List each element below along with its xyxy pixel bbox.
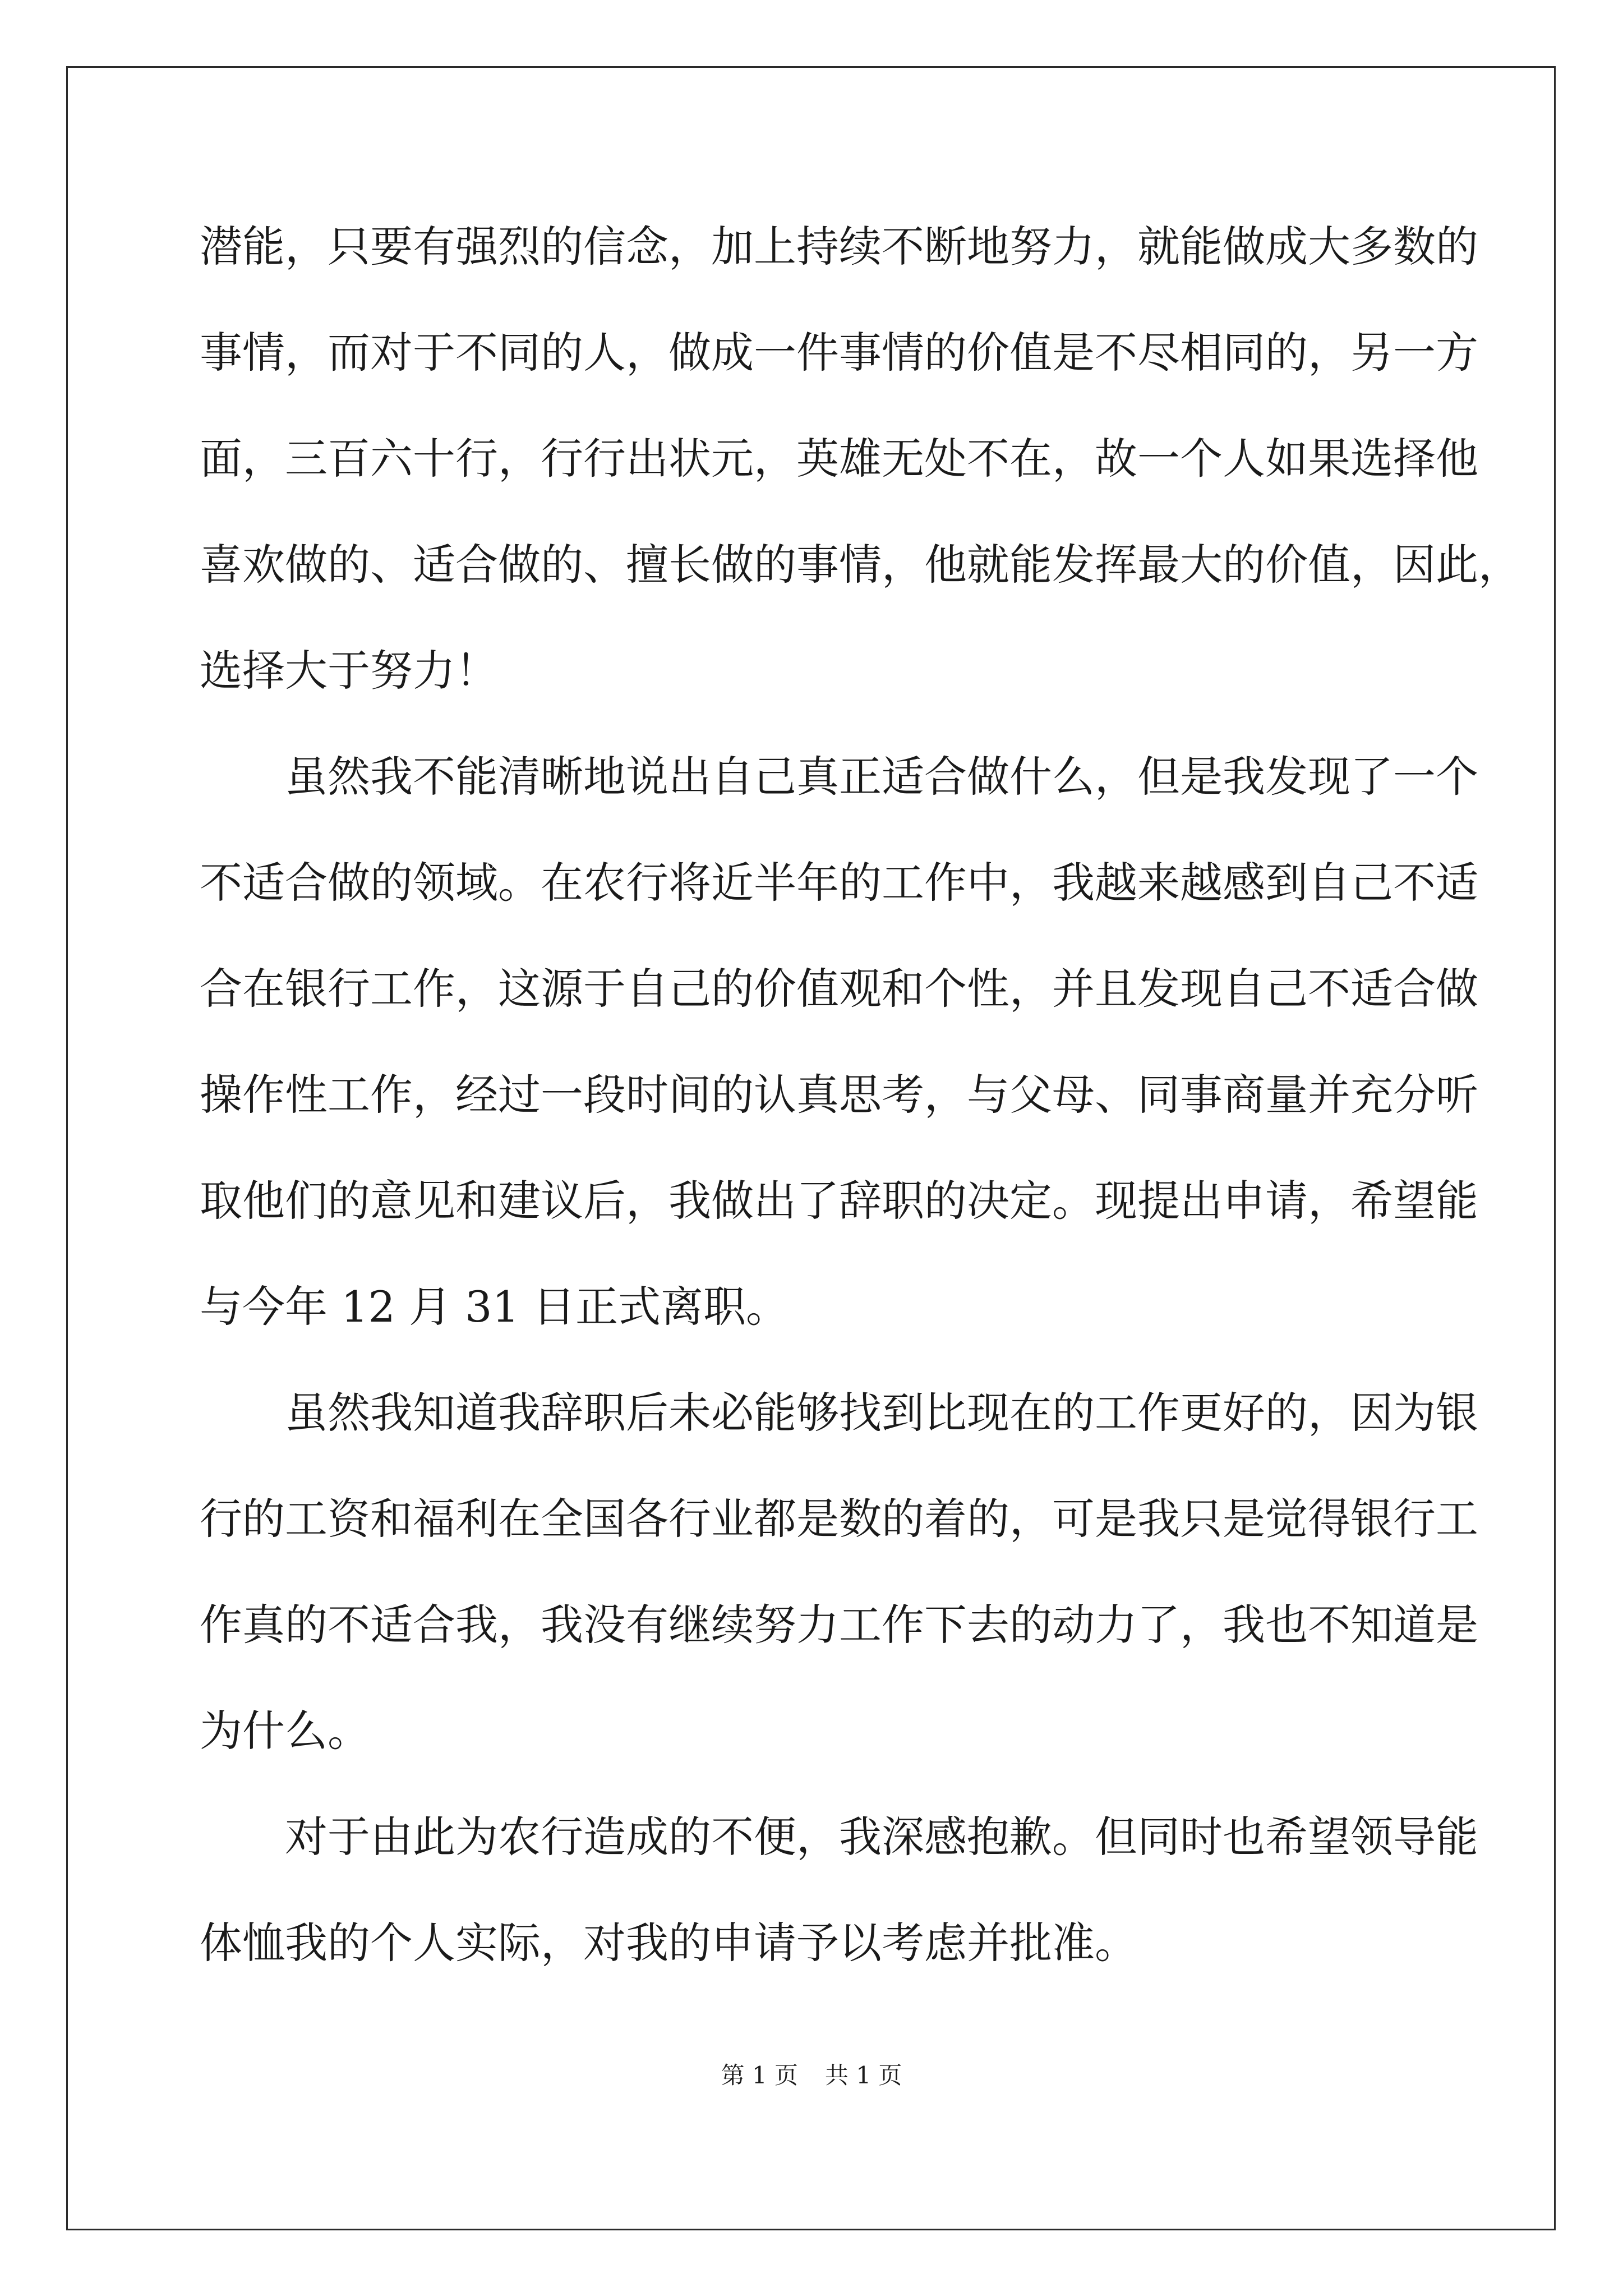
text-line: 合在银行工作，这源于自己的价值观和个性，并且发现自己不适合做 [200, 964, 1478, 1014]
text-line: 面，三百六十行，行行出状元，英雄无处不在，故一个人如果选择他 [200, 434, 1478, 484]
text-line: 与今年 12 月 31 日正式离职。 [200, 1282, 789, 1332]
paragraph-first-line: 虽然我不能清晰地说出自己真正适合做什么，但是我发现了一个 [285, 752, 1478, 802]
text-line: 不适合做的领域。在农行将近半年的工作中，我越来越感到自己不适 [200, 858, 1478, 908]
text-line: 体恤我的个人实际，对我的申请予以考虑并批准。 [200, 1918, 1137, 1968]
paragraph-first-line: 对于由此为农行造成的不便，我深感抱歉。但同时也希望领导能 [285, 1812, 1478, 1862]
text-line: 行的工资和福利在全国各行业都是数的着的，可是我只是觉得银行工 [200, 1494, 1478, 1544]
page-number-total: 共 1 页 [825, 2062, 902, 2089]
text-line: 作真的不适合我，我没有继续努力工作下去的动力了，我也不知道是 [200, 1600, 1478, 1650]
page-number-current: 第 1 页 [721, 2062, 798, 2089]
text-line: 取他们的意见和建议后，我做出了辞职的决定。现提出申请，希望能 [200, 1176, 1478, 1226]
text-line: 喜欢做的、适合做的、擅长做的事情，他就能发挥最大的价值，因此， [200, 540, 1521, 590]
document-body [200, 216, 1521, 2018]
text-line: 为什么。 [200, 1706, 370, 1756]
text-line: 潜能，只要有强烈的信念，加上持续不断地努力，就能做成大多数的 [200, 222, 1478, 272]
text-line: 操作性工作，经过一段时间的认真思考，与父母、同事商量并充分听 [200, 1070, 1478, 1120]
text-line: 选择大于努力！ [200, 646, 498, 696]
text-line: 事情，而对于不同的人，做成一件事情的价值是不尽相同的，另一方 [200, 328, 1478, 378]
paragraph-first-line: 虽然我知道我辞职后未必能够找到比现在的工作更好的，因为银 [285, 1388, 1478, 1438]
page-footer [0, 2059, 1623, 2092]
